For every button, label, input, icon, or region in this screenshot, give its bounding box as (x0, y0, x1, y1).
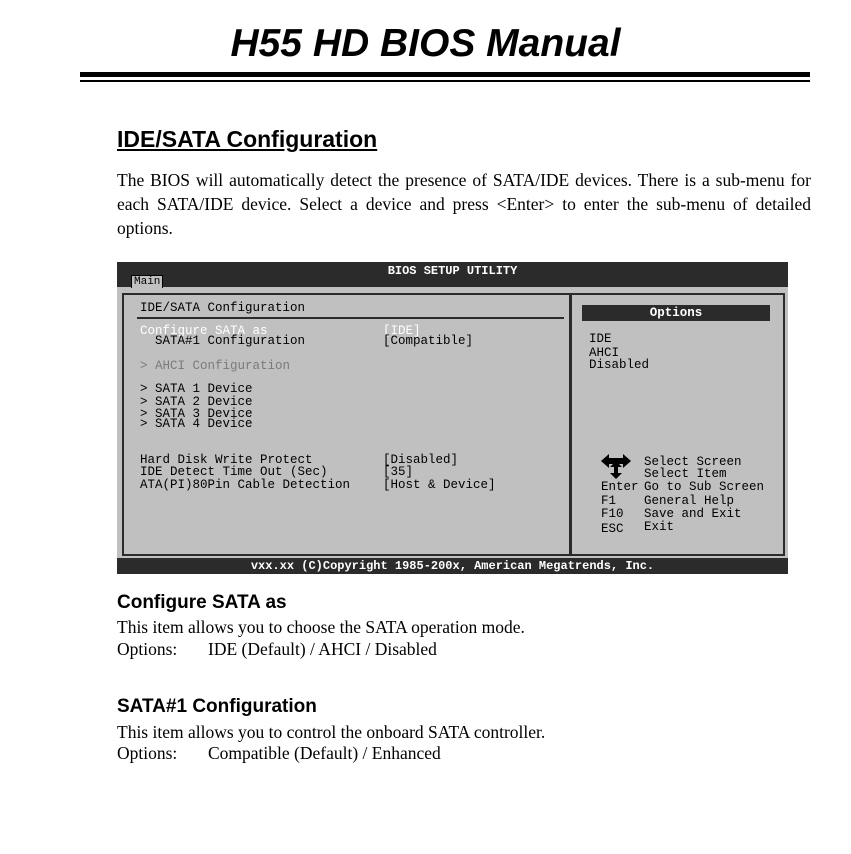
setting-value-configure-sata: [IDE] (383, 324, 421, 338)
item-options-configure-sata: IDE (Default) / AHCI / Disabled (208, 639, 437, 659)
header-rule-thin (80, 80, 810, 82)
header-rule-thick (80, 72, 810, 77)
help-go-sub-screen: Go to Sub Screen (644, 480, 765, 494)
setting-value-detect-timeout: [35] (383, 465, 414, 479)
bios-screenshot (117, 262, 788, 574)
bios-title-rule (137, 317, 564, 319)
item-options-sata1-config: Compatible (Default) / Enhanced (208, 743, 441, 763)
menu-sata2-device: > SATA 2 Device (140, 395, 253, 409)
help-key-esc: ESC (601, 522, 624, 536)
menu-sata3-device: > SATA 3 Device (140, 407, 253, 421)
item-options-label: Options: (117, 743, 178, 763)
help-select-item: Select Item (644, 467, 727, 481)
bios-title-bar (117, 262, 788, 287)
tab-main: Main (131, 275, 163, 288)
item-options-label: Options: (117, 639, 178, 659)
help-key-f10: F10 (601, 507, 624, 521)
setting-value-write-protect: [Disabled] (383, 453, 459, 467)
item-description-configure-sata: This item allows you to choose the SATA operation mode. (117, 617, 525, 637)
bios-panel-divider (569, 293, 572, 556)
help-exit: Exit (644, 520, 675, 534)
help-select-screen: Select Screen (644, 455, 742, 469)
help-general-help: General Help (644, 494, 735, 508)
intro-paragraph: The BIOS will automatically detect the presence of SATA/IDE devices. There is a sub-menu for each SATA/IDE device. Select a device and press <Enter> to enter the sub-menu of detailed options. (117, 170, 811, 238)
option-ide: IDE (589, 332, 612, 346)
bios-utility-title: BIOS SETUP UTILITY (387, 264, 518, 278)
bios-panel-title: IDE/SATA Configuration (140, 301, 306, 315)
setting-value-sata1-config: [Compatible] (383, 334, 474, 348)
item-description-sata1-config: This item allows you to control the onboard SATA controller. (117, 722, 546, 742)
navigation-arrows-icon (601, 453, 631, 479)
menu-sata1-device: > SATA 1 Device (140, 382, 253, 396)
help-key-enter: Enter (601, 480, 639, 494)
menu-ahci-configuration: > AHCI Configuration (140, 359, 291, 373)
bios-copyright-footer: vxx.xx (C)Copyright 1985-200x, American Megatrends, Inc. (117, 558, 788, 574)
option-ahci: AHCI (589, 346, 620, 360)
setting-label-cable-detection: ATA(PI)80Pin Cable Detection (140, 478, 351, 492)
item-heading-sata1-config: SATA#1 Configuration (117, 696, 317, 717)
setting-label-sata1-config: SATA#1 Configuration (140, 334, 306, 348)
setting-value-cable-detection: [Host & Device] (383, 478, 496, 492)
section-heading: IDE/SATA Configuration (117, 126, 378, 152)
menu-sata4-device: > SATA 4 Device (140, 417, 253, 431)
item-heading-configure-sata: Configure SATA as (117, 592, 287, 613)
setting-label-write-protect: Hard Disk Write Protect (140, 453, 313, 467)
help-save-exit: Save and Exit (644, 507, 742, 521)
setting-label-detect-timeout: IDE Detect Time Out (Sec) (140, 465, 328, 479)
page-title: H55 HD BIOS Manual (230, 22, 621, 65)
option-disabled: Disabled (589, 358, 650, 372)
help-key-f1: F1 (601, 494, 617, 508)
setting-label-configure-sata: Configure SATA as (140, 324, 268, 338)
options-header: Options (582, 305, 770, 321)
